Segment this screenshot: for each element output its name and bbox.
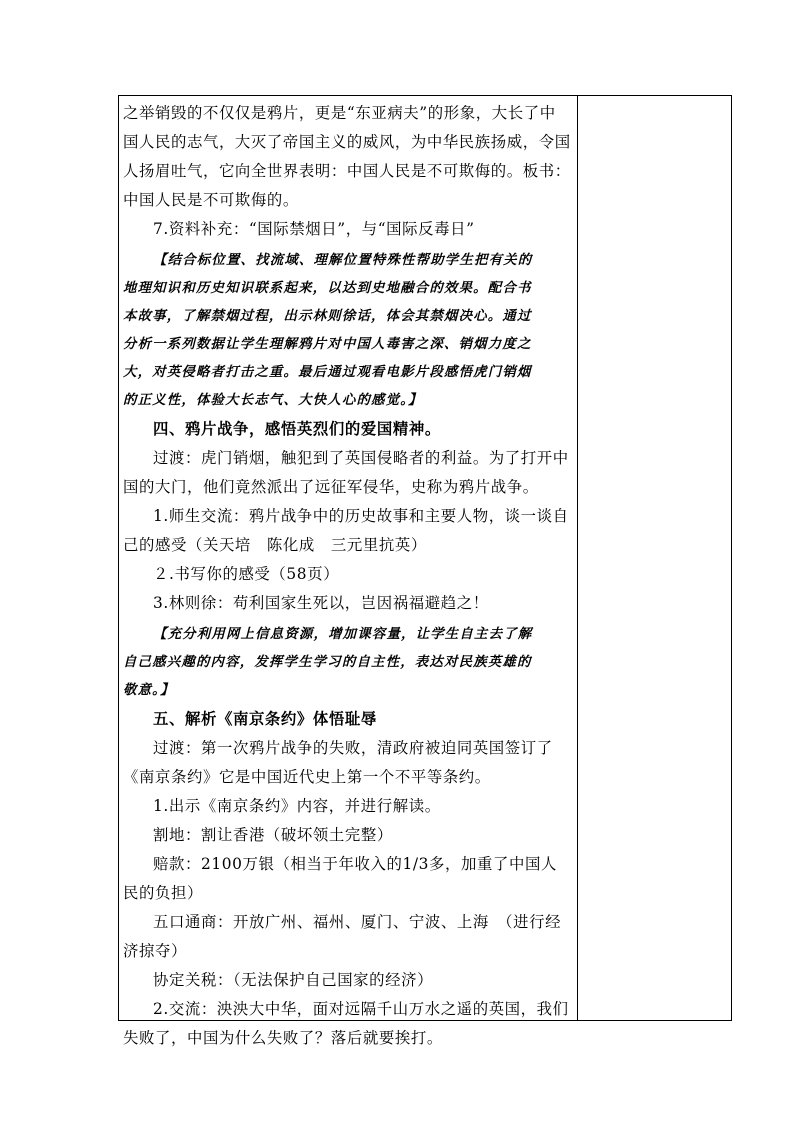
teaching-note: 敬意。】 (123, 683, 175, 698)
text-line: 割地：割让香港（破坏领土完整） (153, 826, 393, 844)
section-heading: 四、鸦片战争，感悟英烈们的爱国精神。 (153, 420, 441, 438)
text-line: ２.书写你的感受（58页） (153, 565, 340, 583)
lesson-content-cell (123, 99, 575, 1053)
text-line: 赔款：2100万银（相当于年收入的1/3多，加重了中国人 (153, 855, 557, 873)
text-line: 失败了，中国为什么失败了？落后就要挨打。 (123, 1029, 443, 1047)
text-line: 7.资料补充：“国际禁烟日”，与“国际反毒日” (153, 220, 475, 238)
text-line: 3.林则徐：苟利国家生死以，岂因祸福避趋之！ (153, 594, 489, 612)
teaching-note: 大，对英侵略者打击之重。最后通过观看电影片段感悟虎门销烟 (123, 365, 532, 380)
text-line: 《南京条约》它是中国近代史上第一个不平等条约。 (123, 768, 491, 786)
text-line: 过渡：第一次鸦片战争的失败，清政府被迫同英国签订了 (153, 739, 553, 757)
notes-cell (578, 96, 731, 1020)
lesson-table (118, 95, 732, 1047)
text-line: 之举销毁的不仅仅是鸦片，更是“东亚病夫”的形象，大长了中 (123, 104, 556, 122)
teaching-note: 【充分利用网上信息资源，增加课容量，让学生自主去了解 (153, 627, 533, 642)
section-heading: 五、解析《南京条约》体悟耻辱 (153, 710, 377, 728)
teaching-note: 自己感兴趣的内容，发挥学生学习的自主性，表达对民族英雄的 (123, 655, 532, 670)
teaching-note: 的正义性，体验大长志气、大快人心的感觉。】 (123, 393, 423, 408)
text-line: 己的感受（关天培 陈化成 三元里抗英） (123, 536, 427, 554)
text-line: 中国人民是不可欺侮的。 (123, 191, 299, 209)
text-line: 济掠夺） (123, 942, 187, 960)
text-line: 人扬眉吐气，它向全世界表明：中国人民是不可欺侮的。板书： (123, 162, 571, 180)
teaching-note: 地理知识和历史知识联系起来，以达到史地融合的效果。配合书 (123, 281, 532, 296)
text-line: 1.出示《南京条约》内容，并进行解读。 (153, 797, 441, 815)
text-line: 五口通商：开放广州、福州、厦门、宁波、上海 （进行经 (153, 913, 562, 931)
text-line: 2.交流：泱泱大中华，面对远隔千山万水之遥的英国，我们 (153, 1000, 569, 1018)
text-line: 国人民的志气，大灭了帝国主义的威风，为中华民族扬威，令国 (123, 133, 571, 151)
text-line: 协定关税：（无法保护自己国家的经济） (153, 971, 434, 989)
text-line: 国的大门，他们竟然派出了远征军侵华，史称为鸦片战争。 (123, 478, 539, 496)
teaching-note: 分析一系列数据让学生理解鸦片对中国人毒害之深、销烟力度之 (123, 337, 532, 352)
text-line: 过渡：虎门销烟，触犯到了英国侵略者的利益。为了打开中 (153, 449, 569, 467)
teaching-note: 【结合标位置、找流域、理解位置特殊性帮助学生把有关的 (153, 253, 533, 268)
teaching-note: 本故事，了解禁烟过程，出示林则徐话，体会其禁烟决心。通过 (123, 309, 532, 324)
text-line: 民的负担） (123, 884, 203, 902)
text-line: 1.师生交流：鸦片战争中的历史故事和主要人物，谈一谈自 (153, 507, 569, 525)
